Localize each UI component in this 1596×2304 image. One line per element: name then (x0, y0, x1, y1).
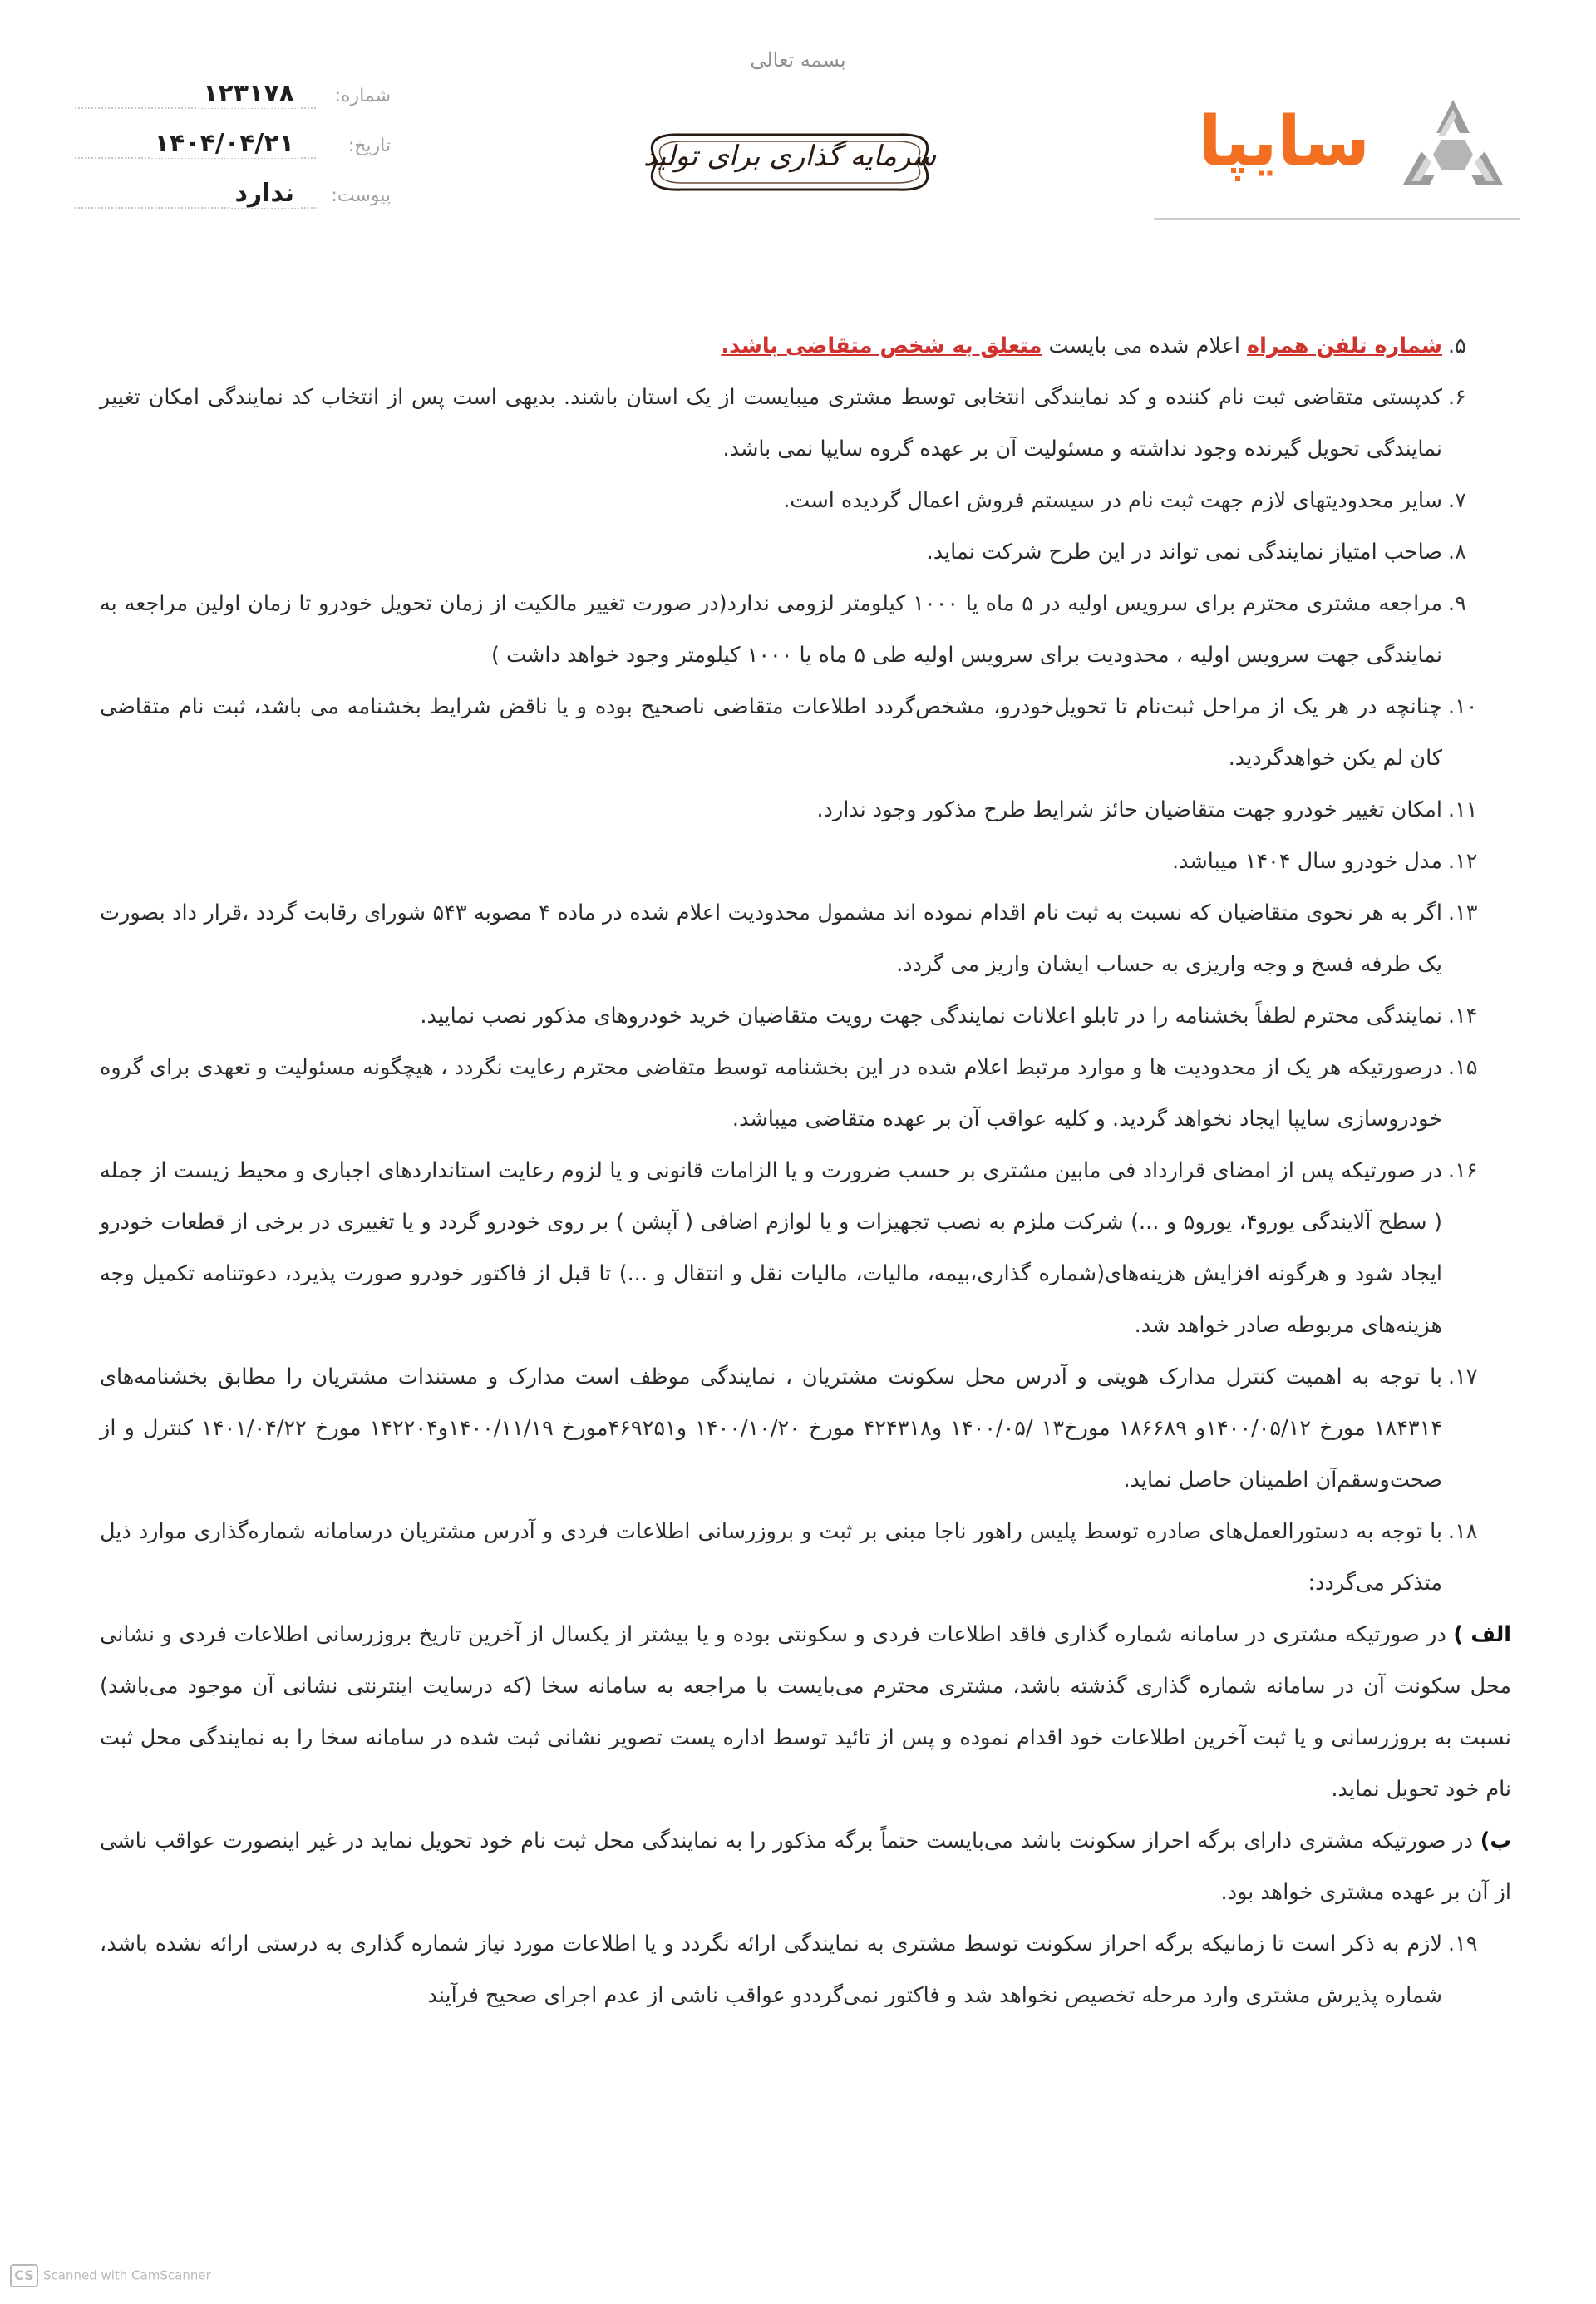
clause-13: ۱۳. اگر به هر نحوی متقاضیان که نسبت به ثبت نام اقدام نموده اند مشمول محدودیت اعلام شده در ماده ۴ مصوبه ۵۴۳ شورای رقابت گردد ،قرار داد بصورت یک طرفه فسخ و وجه واریزی به حساب ایشان واریز می گردد. (100, 900, 1478, 977)
clause-16: ۱۶. در صورتیکه پس از امضای قرارداد فی مابین مشتری بر حسب ضرورت و یا الزامات قانونی و یا لزوم رعایت استانداردهای اجباری و محیط زیست از جمله ( سطح آلایندگی یورو۴، یورو۵ و ...) شرکت ملزم به نصب تجهیزات و یا لوازم اضافی ( آپشن ) بر روی خودرو گردد و یا تغییری در برخی از قطعات خودرو ایجاد شود و هرگونه افزایش هزینه‌های(شماره گذاری،بیمه، مالیات، مالیات نقل و انتقال و ...) تا قبل از فاکتور خودرو صورت پذیرد، دعوتنامه تکمیل وجه هزینه‌های مربوطه صادر خواهد شد. (100, 1158, 1478, 1338)
clause-15: ۱۵. درصورتیکه هر یک از محدودیت ها و موارد مرتبط اعلام شده در این بخشنامه توسط متقاضی محترم رعایت نگردد ، هیچگونه مسئولیت و تعهدی برای گروه خودروسازی سایپا ایجاد نخواهد گردید. و کلیه عواقب آن بر عهده متقاضی میباشد. (100, 1055, 1478, 1132)
letter-number-field (75, 79, 391, 121)
letter-number-label: شماره: (334, 86, 391, 106)
letter-date-label: تاریخ: (347, 136, 391, 156)
slogan-banner (632, 116, 948, 208)
brand-name: سایپا (1198, 102, 1370, 181)
clause-18: ۱۸. با توجه به دستورالعمل‌های صادره توسط پلیس راهور ناجا مبنی بر ثبت و بروزرسانی اطلاعات فردی و آدرس مشتریان درسامانه شماره‌گذاری موارد ذیل متذکر می‌گردد: (100, 1519, 1478, 1596)
clause-18-sub-b: ب) در صورتیکه مشتری دارای برگه احراز سکونت باشد می‌بایست حتماً برگه مذکور را به نمایندگی محل ثبت نام خود تحویل نماید در غیر اینصورت عواقب ناشی از آن بر عهده مشتری خواهد بود. (100, 1828, 1511, 1905)
letter-attachment-label: پیوست: (331, 185, 391, 206)
clause-6: ۶. کدپستی متقاضی ثبت نام کننده و کد نمایندگی انتخابی توسط مشتری میبایست از یک استان باشند. بدیهی است پس از انتخاب کد نمایندگی امکان تغییر نمایندگی تحویل گیرنده وجود نداشته و مسئولیت آن بر عهده گروه سایپا نمی باشد. (100, 385, 1466, 461)
clause-18-sub-a: الف ) در صورتیکه مشتری در سامانه شماره گذاری فاقد اطلاعات فردی و سکونتی بوده و یا بیشتر از یکسال از آخرین تاریخ بروزرسانی اطلاعات فردی و نشانی محل سکونت آن در سامانه شماره گذاری گذشته باشد، مشتری محترم می‌بایست با مراجعه به سامانه سخا (که درسایت اینترنتی نشانی آن موجود می‌باشد) نسبت به بروزرسانی و یا ثبت آخرین اطلاعات خود اقدام نموده و پس از تائید توسط اداره پست تصویر نشانی ثبت شده در سامانه سخا را به نمایندگی محل ثبت نام خود تحویل نماید. (100, 1622, 1512, 1802)
letter-number-value: ۱۲۳۱۷۸ (198, 79, 299, 108)
letter-attachment-value: ندارد (229, 179, 299, 208)
clause-17: ۱۷. با توجه به اهمیت کنترل مدارک هویتی و آدرس محل سکونت مشتریان ، نمایندگی موظف است مدارک و مستندات مشتریان را مطابق بخشنامه‌های ۱۸۴۳۱۴ مورخ ۱۴۰۰/۰۵/۱۲و ۱۸۶۶۸۹ مورخ۱۳ /۱۴۰۰/۰۵ و۴۲۴۳۱۸ مورخ ۱۴۰۰/۱۰/۲۰ و۴۶۹۲۵۱مورخ ۱۴۰۰/۱۱/۱۹و۱۴۲۲۰۴ مورخ ۱۴۰۱/۰۴/۲۲ کنترل و از صحت‌وسقم‌آن اطمینان حاصل نماید. (100, 1364, 1478, 1492)
letter-attachment-field (75, 179, 391, 220)
clause-12: ۱۲. مدل خودرو سال ۱۴۰۴ میباشد. (1171, 849, 1478, 874)
bismillah-heading: بسمه تعالی (750, 48, 846, 72)
slogan-text: سرمایه گذاری برای تولید (643, 140, 937, 173)
clause-8: ۸. صاحب امتیاز نمایندگی نمی تواند در این طرح شرکت نماید. (926, 540, 1466, 565)
clause-9: ۹. مراجعه مشتری محترم برای سرویس اولیه در ۵ ماه یا ۱۰۰۰ کیلومتر لزومی ندارد(در صورت تغییر مالکیت از زمان تحویل خودرو تا زمان اولین مراجعه به نمایندگی جهت سرویس اولیه ، محدودیت برای سرویس اولیه طی ۵ ماه یا ۱۰۰۰ کیلومتر وجود خواهد داشت ) (100, 591, 1466, 668)
clause-14: ۱۴. نمایندگی محترم لطفاً بخشنامه را در تابلو اعلانات نمایندگی جهت رویت متقاضیان خرید خودروهای مذکور نصب نمایید. (420, 1004, 1478, 1029)
letter-date-field (75, 129, 391, 170)
saipa-logo (1162, 93, 1520, 193)
letter-body (100, 320, 1512, 2021)
clause-19: ۱۹. لازم به ذکر است تا زمانیکه برگه احراز سکونت توسط مشتری به نمایندگی ارائه نگردد و یا اطلاعات مورد نیاز شماره گذاری به درستی ارائه نشده باشد، شماره پذیرش مشتری وارد مرحله تخصیص نخواهد شد و فاکتور نمی‌گرددو عواقب ناشی از عدم اجرای صحیح فرآیند (100, 1932, 1478, 2008)
clause-10: ۱۰. چنانچه در هر یک از مراحل ثبت‌نام تا تحویل‌خودرو، مشخص‌گردد اطلاعات متقاضی ناصحیح بوده و یا ناقض شرایط بخشنامه می باشد، ثبت نام متقاضی کان لم یکن خواهدگردید. (100, 694, 1478, 771)
scanner-watermark (10, 2264, 211, 2287)
clause-5: ۵. شماره تلفن همراه اعلام شده می بایست متعلق به شخص متقاضی باشد. (721, 333, 1466, 358)
letter-date-value: ۱۴۰۴/۰۴/۲۱ (150, 129, 299, 158)
saipa-emblem-icon (1387, 93, 1520, 201)
scanner-text: Scanned with CamScanner (43, 2267, 211, 2283)
clause-7: ۷. سایر محدودیتهای لازم جهت ثبت نام در سیستم فروش اعمال گردیده است. (783, 488, 1466, 513)
logo-divider (1154, 218, 1520, 220)
camscanner-icon: CS (10, 2264, 38, 2287)
clause-11: ۱۱. امکان تغییر خودرو جهت متقاضیان حائز شرایط طرح مذکور وجود ندارد. (816, 797, 1478, 822)
